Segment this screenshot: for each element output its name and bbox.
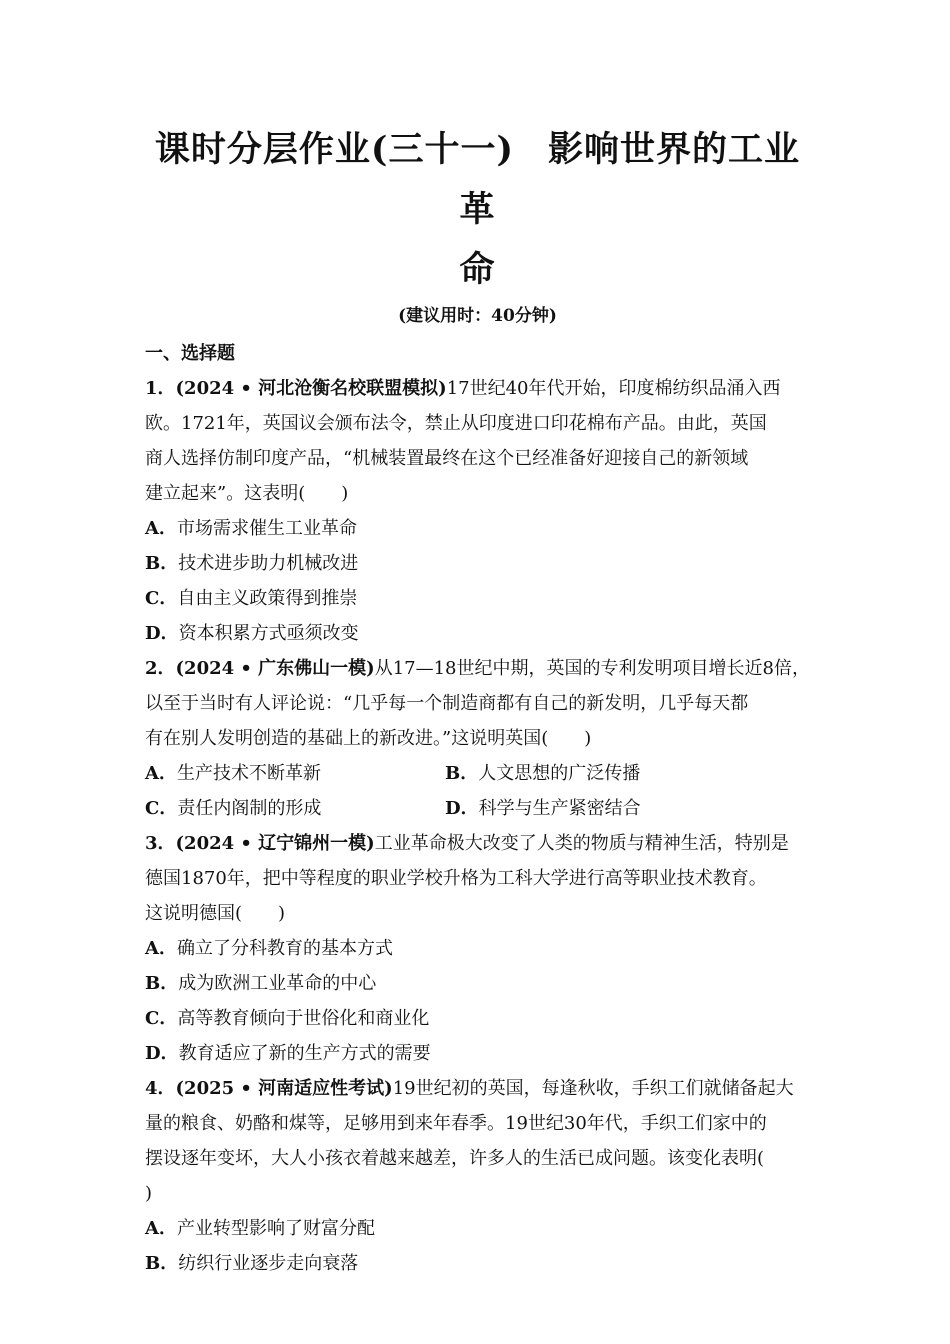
option-b xyxy=(145,966,810,1001)
option-letter: B． xyxy=(145,1253,179,1274)
option-a xyxy=(145,756,445,791)
option-letter: D． xyxy=(145,623,179,644)
section-heading: 一、选择题 xyxy=(145,343,235,364)
question-number: 4． xyxy=(145,1078,176,1099)
option-letter: C． xyxy=(145,798,178,819)
option-text: 成为欧洲工业革命的中心 xyxy=(178,973,377,994)
question-2 xyxy=(145,651,810,826)
option-text: 高等教育倾向于世俗化和商业化 xyxy=(177,1008,430,1029)
option-c xyxy=(145,581,810,616)
option-letter: D． xyxy=(445,798,479,819)
stem-line: 19世纪初的英国，每逢秋收，手织工们就储备起大 xyxy=(392,1078,794,1099)
option-c xyxy=(145,791,445,826)
option-text: 科学与生产紧密结合 xyxy=(478,798,641,819)
option-letter: B． xyxy=(145,553,179,574)
option-letter: C． xyxy=(145,588,178,609)
question-number: 1． xyxy=(145,378,176,399)
question-3 xyxy=(145,826,810,1071)
stem-line: 从17—18世纪中期，英国的专利发明项目增长近8倍， xyxy=(374,658,810,679)
stem-line: 德国1870年，把中等程度的职业学校升格为工科大学进行高等职业技术教育。 xyxy=(145,868,767,889)
option-d xyxy=(445,791,745,826)
stem-line: ) xyxy=(145,1183,153,1204)
document-content xyxy=(145,120,810,1281)
option-letter: B． xyxy=(445,763,479,784)
option-d xyxy=(145,616,810,651)
option-a xyxy=(145,1211,810,1246)
stem-line: 工业革命极大改变了人类的物质与精神生活，特别是 xyxy=(374,833,789,854)
stem-line: 摆设逐年变坏，大人小孩衣着越来越差，许多人的生活已成问题。该变化表明( xyxy=(145,1148,765,1169)
stem-line: 欧。1721年，英国议会颁布法令，禁止从印度进口印花棉布产品。由此，英国 xyxy=(145,413,767,434)
option-letter: A． xyxy=(145,518,177,539)
option-letter: A． xyxy=(145,1218,177,1239)
question-1 xyxy=(145,371,810,651)
stem-line: 建立起来”。这表明( ) xyxy=(145,483,349,504)
option-a xyxy=(145,511,810,546)
question-stem xyxy=(145,1071,810,1106)
question-stem xyxy=(145,371,810,406)
option-text: 产业转型影响了财富分配 xyxy=(176,1218,375,1239)
option-text: 教育适应了新的生产方式的需要 xyxy=(178,1043,431,1064)
question-source: (2024 • 广东佛山一模) xyxy=(175,658,375,679)
option-letter: A． xyxy=(145,763,177,784)
option-letter: A． xyxy=(145,938,177,959)
option-letter: C． xyxy=(145,1008,178,1029)
stem-line: 17世纪40年代开始，印度棉纺织品涌入西 xyxy=(446,378,781,399)
option-row xyxy=(145,791,810,826)
title-part-c: 命 xyxy=(459,249,496,290)
question-source: (2025 • 河南适应性考试) xyxy=(175,1078,393,1099)
option-b xyxy=(145,546,810,581)
title-part-b: 影响世界的工业革 xyxy=(459,129,801,230)
title-part-a: 课时分层作业(三十一) xyxy=(154,129,515,170)
option-text: 确立了分科教育的基本方式 xyxy=(176,938,393,959)
option-b xyxy=(445,756,745,791)
option-text: 生产技术不断革新 xyxy=(176,763,321,784)
time-note: (建议用时：40分钟) xyxy=(398,306,557,326)
option-text: 自由主义政策得到推崇 xyxy=(177,588,358,609)
stem-line: 量的粮食、奶酪和煤等，足够用到来年春季。19世纪30年代，手织工们家中的 xyxy=(145,1113,767,1134)
question-stem xyxy=(145,651,810,686)
question-source: (2024 • 辽宁锦州一模) xyxy=(175,833,375,854)
question-stem xyxy=(145,826,810,861)
option-text: 市场需求催生工业革命 xyxy=(176,518,357,539)
option-text: 人文思想的广泛传播 xyxy=(478,763,641,784)
option-d xyxy=(145,1036,810,1071)
option-text: 纺织行业逐步走向衰落 xyxy=(178,1253,359,1274)
option-text: 技术进步助力机械改进 xyxy=(178,553,359,574)
option-text: 资本积累方式亟须改变 xyxy=(178,623,359,644)
stem-line: 这说明德国( ) xyxy=(145,903,286,924)
question-source: (2024 • 河北沧衡名校联盟模拟) xyxy=(175,378,447,399)
option-b xyxy=(145,1246,810,1281)
option-a xyxy=(145,931,810,966)
page-title xyxy=(145,120,810,300)
stem-line: 有在别人发明创造的基础上的新改进。”这说明英国( ) xyxy=(145,728,592,749)
option-letter: D． xyxy=(145,1043,179,1064)
option-row xyxy=(145,756,810,791)
question-number: 2． xyxy=(145,658,176,679)
stem-line: 商人选择仿制印度产品，“机械装置最终在这个已经准备好迎接自己的新领域 xyxy=(145,448,749,469)
option-text: 责任内阁制的形成 xyxy=(177,798,322,819)
option-c xyxy=(145,1001,810,1036)
question-4 xyxy=(145,1071,810,1281)
question-number: 3． xyxy=(145,833,176,854)
option-letter: B． xyxy=(145,973,179,994)
stem-line: 以至于当时有人评论说：“几乎每一个制造商都有自己的新发明，几乎每天都 xyxy=(145,693,749,714)
